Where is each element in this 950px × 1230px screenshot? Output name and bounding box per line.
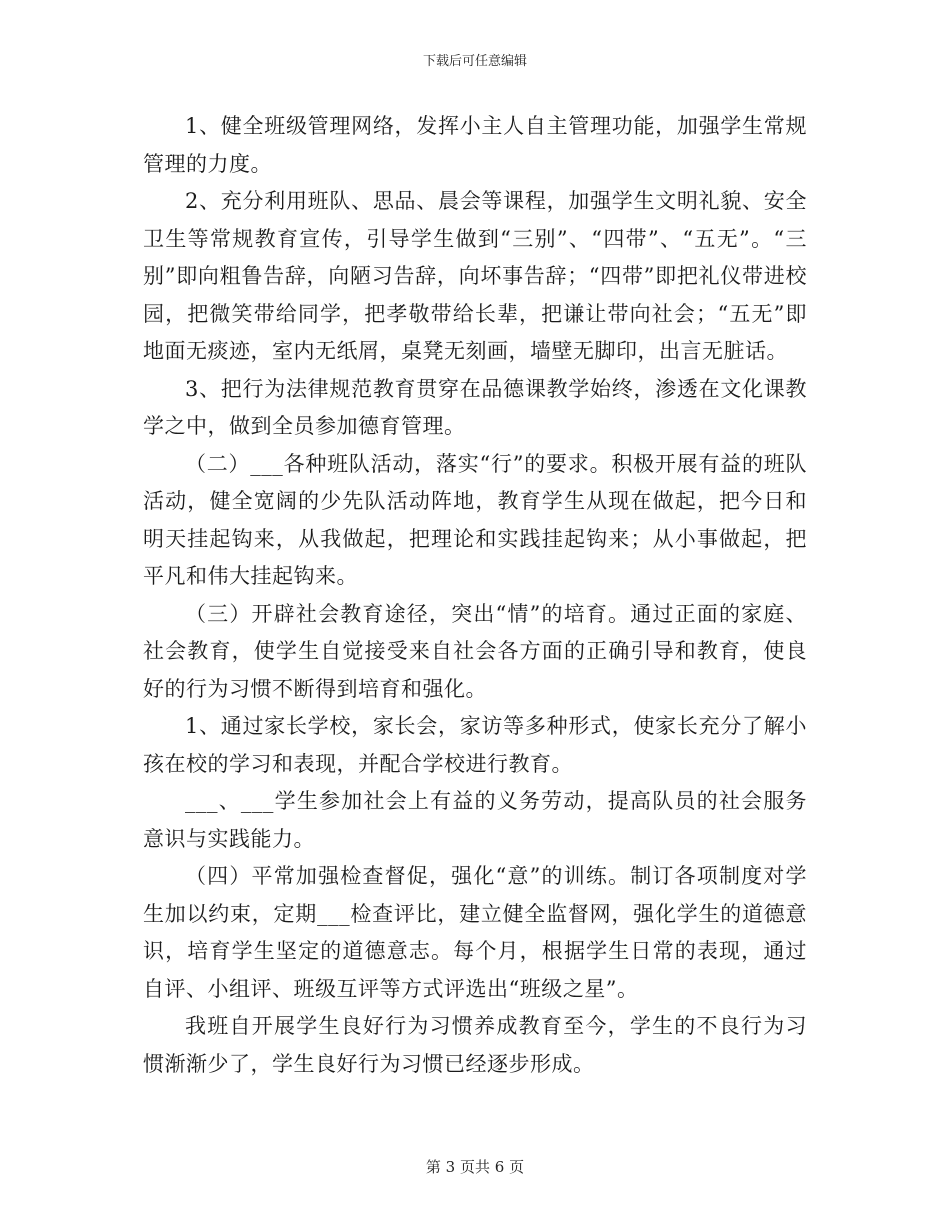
paragraph-5: ___、___学生参加社会上有益的义务劳动，提高队员的社会服务意识与实践能力。 [143, 789, 807, 851]
section-heading-4: （四）平常加强检查督促，强化“意”的训练。制订各项制度对学生加以约束，定期___检查评比，建立健全监督网，强化学生的道德意识，培育学生坚定的道德意志。每个月，根据学生日常的表现，通过自评、小组评、班级互评等方式评选出“班级之星”。 [143, 864, 807, 1001]
page-footer: 第 3 页共 6 页 [425, 1158, 525, 1176]
paragraph-1: 1、健全班级管理网络，发挥小主人自主管理功能，加强学生常规管理的力度。 [143, 114, 807, 176]
section-heading-3: （三）开辟社会教育途径，突出“情”的培育。通过正面的家庭、社会教育，使学生自觉接受来自社会各方面的正确引导和教育，使良好的行为习惯不断得到培育和强化。 [143, 601, 807, 701]
paragraph-4: 1、通过家长学校，家长会，家访等多种形式，使家长充分了解小孩在校的学习和表现，并配合学校进行教育。 [143, 714, 807, 776]
page-header: 下载后可任意编辑 [422, 54, 527, 69]
paragraph-2: 2、充分利用班队、思品、晨会等课程，加强学生文明礼貌、安全卫生等常规教育宣传，引导学生做到“三别”、“四带”、“五无”。“三别”即向粗鲁告辞，向陋习告辞，向坏事告辞；“四带”即把礼仪带进校园，把微笑带给同学，把孝敬带给长辈，把谦让带向社会；“五无”即地面无痰迹，室内无纸屑，桌凳无刻画，墙壁无脚印，出言无脏话。 [143, 189, 807, 363]
document-body [143, 108, 807, 1083]
paragraph-3: 3、把行为法律规范教育贯穿在品德课教学始终，渗透在文化课教学之中，做到全员参加德育管理。 [143, 376, 807, 438]
section-heading-2: （二）___各种班队活动，落实“行”的要求。积极开展有益的班队活动，健全宽阔的少先队活动阵地，教育学生从现在做起，把今日和明天挂起钩来，从我做起，把理论和实践挂起钩来；从小事做起，把平凡和伟大挂起钩来。 [143, 451, 807, 588]
paragraph-conclusion: 我班自开展学生良好行为习惯养成教育至今，学生的不良行为习惯渐渐少了，学生良好行为习惯已经逐步形成。 [143, 1014, 807, 1076]
